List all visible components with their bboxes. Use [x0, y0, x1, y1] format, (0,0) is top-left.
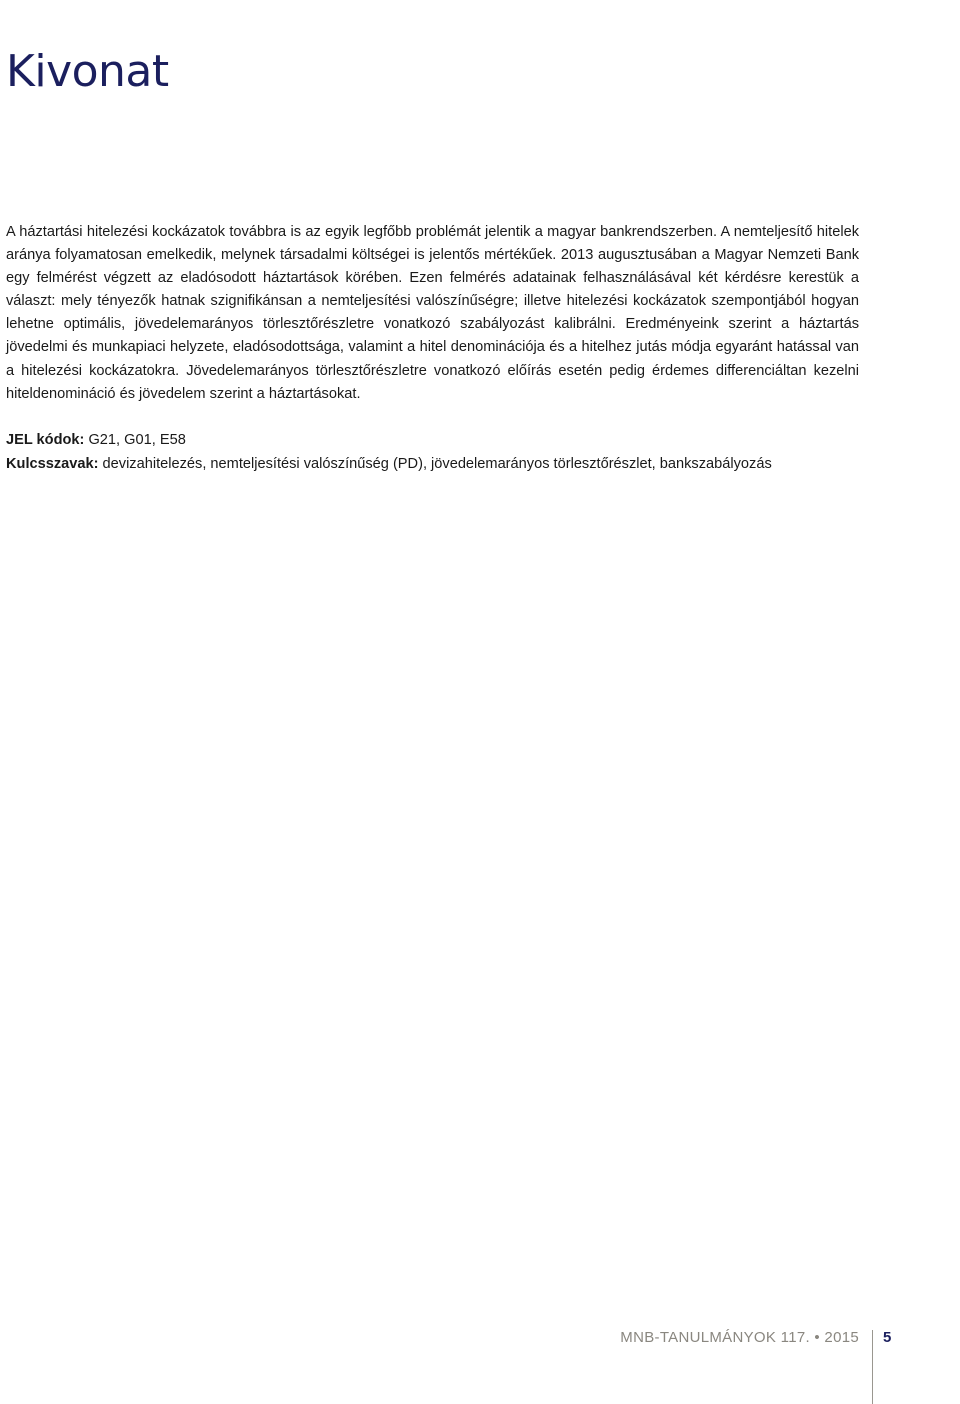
keywords-label: Kulcsszavak:: [6, 456, 99, 472]
footer-series: MNB-TANULMÁNYOK 117. • 2015: [620, 1329, 859, 1346]
jel-value: G21, G01, E58: [84, 432, 186, 448]
jel-label: JEL kódok:: [6, 432, 85, 448]
page-title: Kivonat: [6, 46, 169, 97]
jel-codes: [6, 429, 906, 451]
abstract-paragraph: A háztartási hitelezési kockázatok továbbra is az egyik legfőbb problémát jelentik a magyar bankrendszerben. A nemteljesítő hitelek aránya folyamatosan emelkedik, melynek társadalmi költségei is jelentős mértékűek. 2013 augusztusában a Magyar Nemzeti Bank egy felmérést végzett az eladósodott háztartások körében. Ezen felmérés adatainak felhasználásával két kérdésre kerestük a választ: mely tényezők hatnak szignifikánsan a nemteljesítési valószínűségre; illetve hitelezési kockázatok szempontjából hogyan lehetne optimális, jövedelemarányos törlesztőrészletre vonatkozó szabályozást kalibrálni. Eredményeink szerint a háztartás jövedelmi és munkapiaci helyzete, eladósodottsága, valamint a hitel denominációja és a hitelhez jutás módja egyaránt hatással van a hitelezési kockázatokra. Jövedelemarányos törlesztőrészletre vonatkozó előírás esetén pedig érdemes differenciáltan kezelni hiteldenomináció és jövedelem szerint a háztartásokat.: [6, 224, 859, 402]
keywords: [6, 453, 906, 475]
keywords-value: devizahitelezés, nemteljesítési valószínűség (PD), jövedelemarányos törlesztőrészlet, bankszabályozás: [98, 456, 772, 472]
page-number: 5: [883, 1329, 892, 1346]
footer-divider: [872, 1330, 873, 1404]
